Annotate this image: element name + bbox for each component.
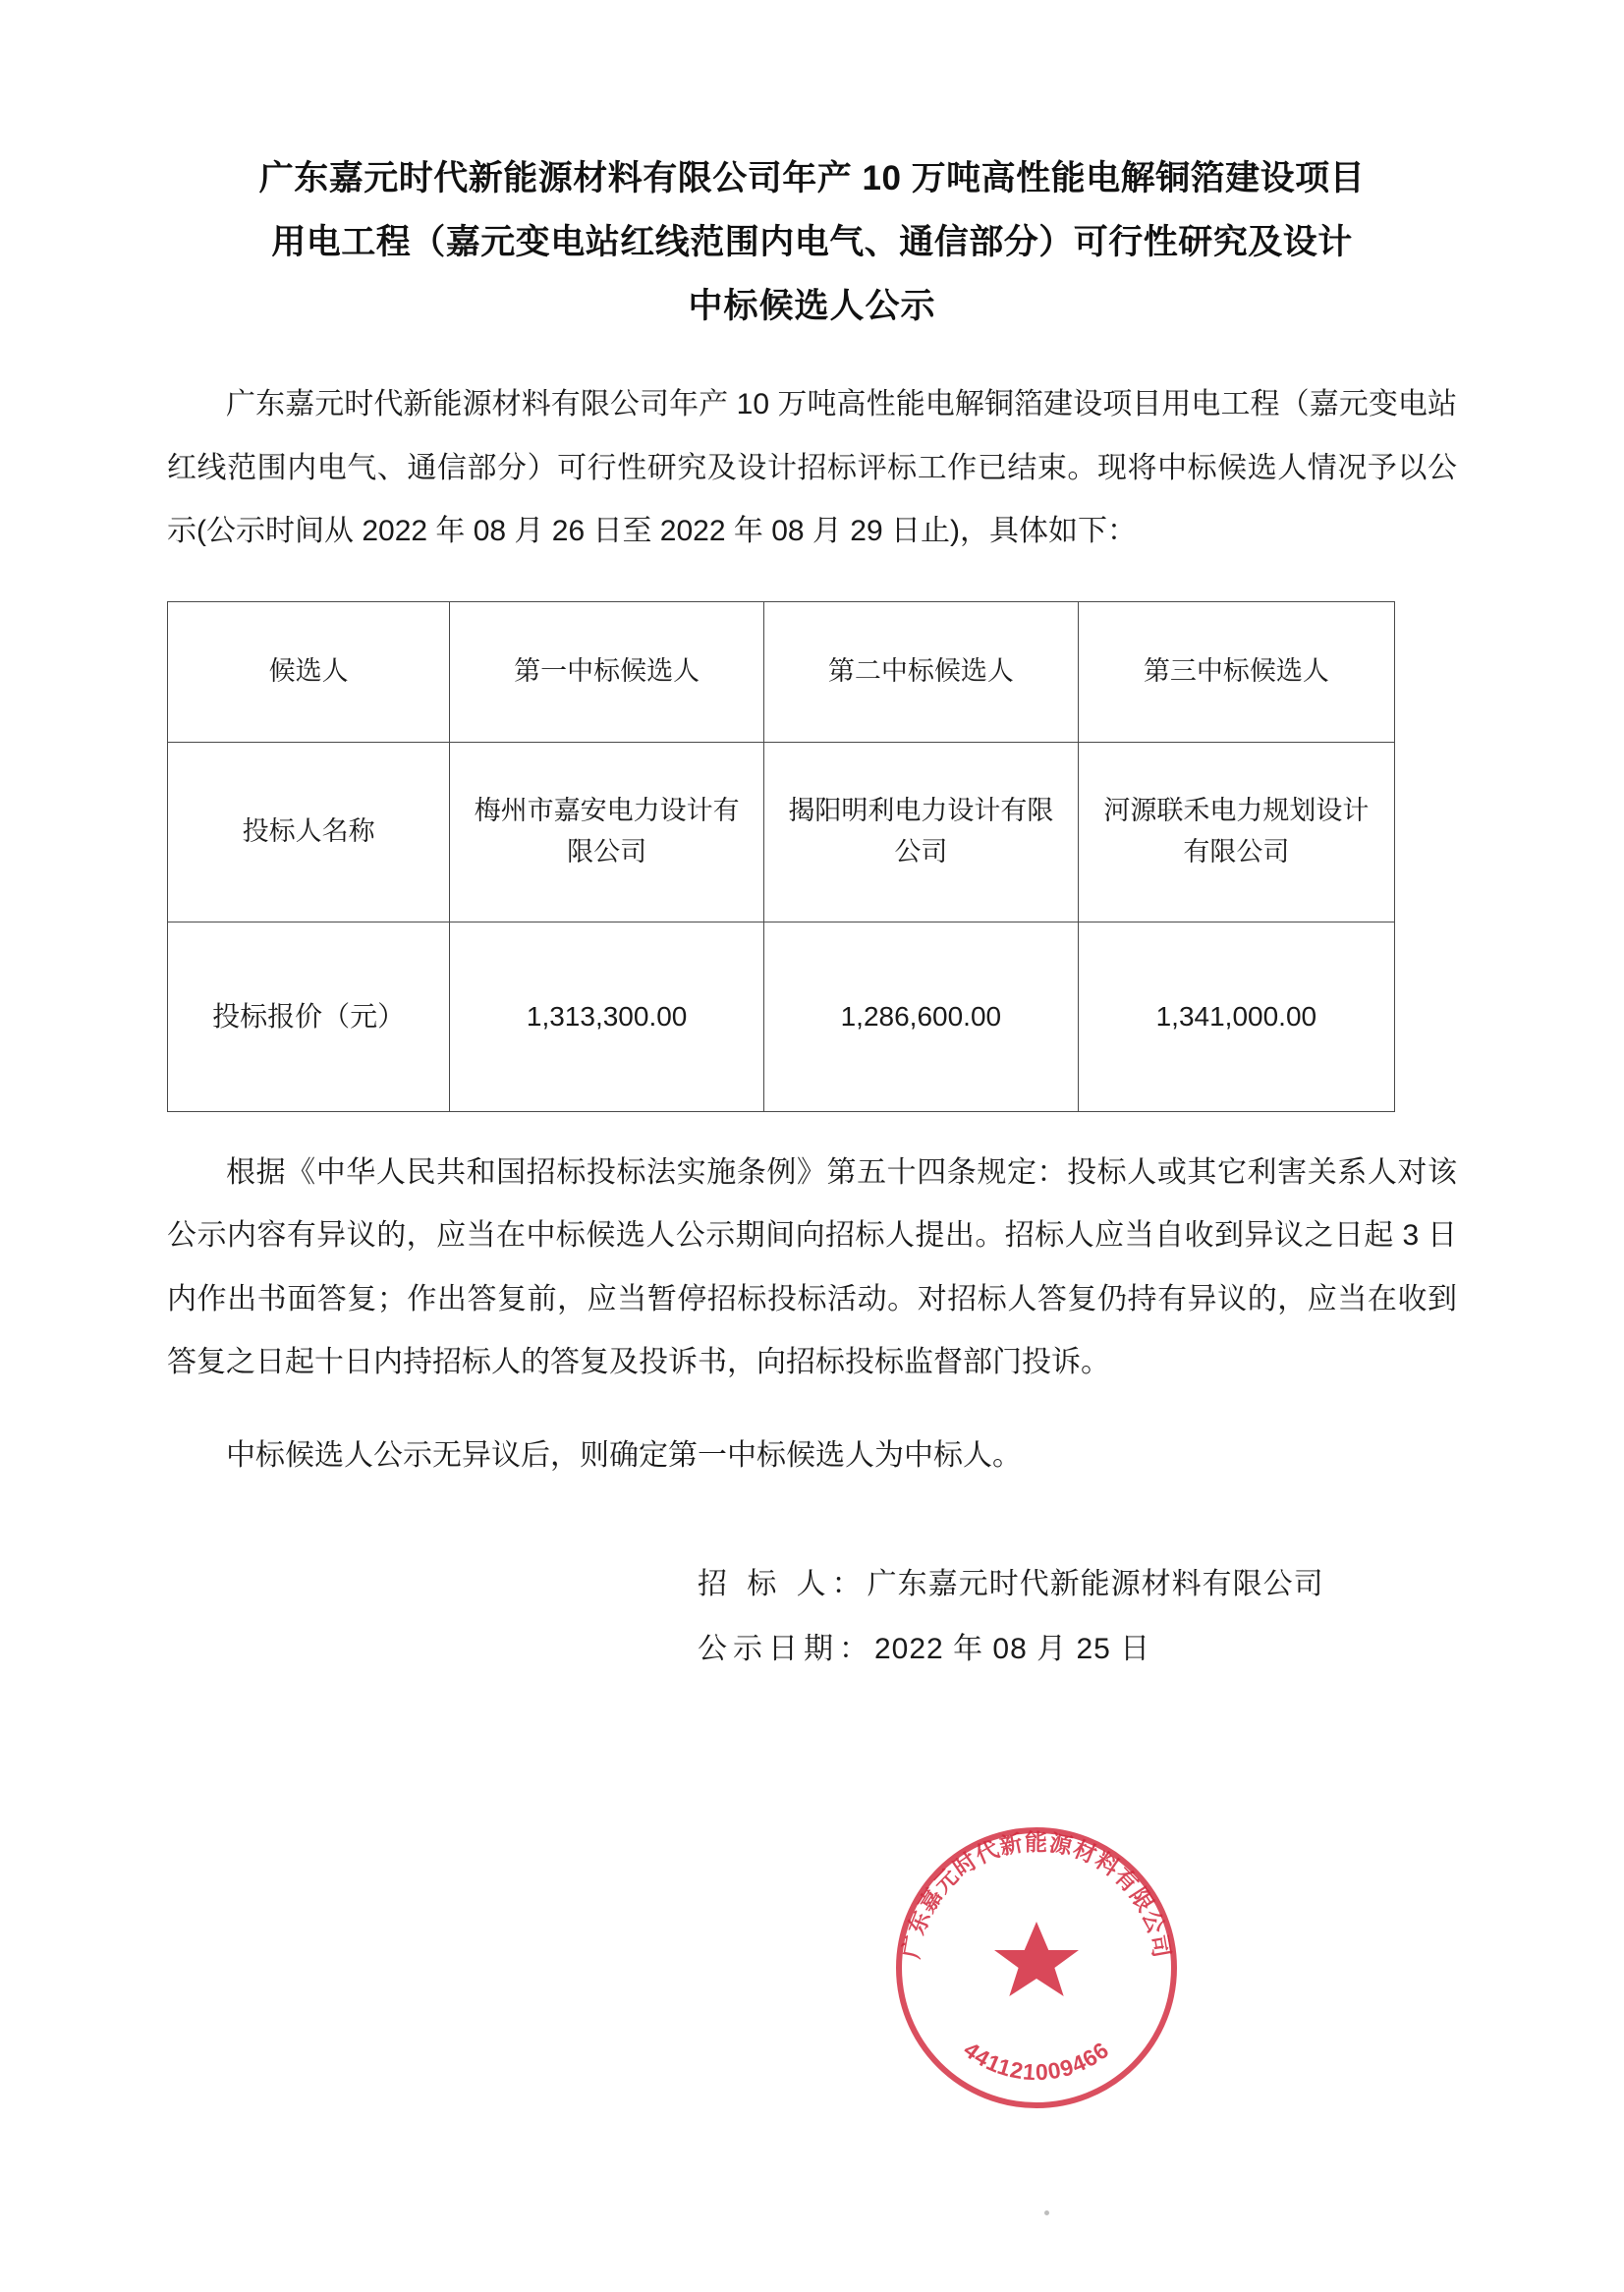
table-row (168, 742, 1395, 922)
table-header-cell: 候选人 (168, 601, 450, 742)
table-header-cell: 第一中标候选人 (450, 601, 764, 742)
tenderer-value: 广东嘉元时代新能源材料有限公司 (867, 1568, 1324, 1601)
table-row-label: 投标人名称 (168, 742, 450, 922)
table-cell: 1,341,000.00 (1078, 922, 1394, 1111)
date-label: 公示日期： (698, 1633, 874, 1666)
signature-block (167, 1552, 1457, 1682)
table-header-cell: 第二中标候选人 (764, 601, 1079, 742)
svg-text:441121009466: 441121009466 (959, 2036, 1114, 2086)
date-line (167, 1617, 1457, 1682)
tenderer-line (167, 1552, 1457, 1617)
official-seal-stamp (884, 1816, 1189, 2120)
table-cell: 揭阳明利电力设计有限公司 (764, 742, 1079, 922)
title-line-2: 用电工程（嘉元变电站红线范围内电气、通信部分）可行性研究及设计 (271, 222, 1353, 261)
intro-paragraph: 广东嘉元时代新能源材料有限公司年产 10 万吨高性能电解铜箔建设项目用电工程（嘉元变电站红线范围内电气、通信部分）可行性研究及设计招标评标工作已结束。现将中标候选人情况予以公示(公示时间从 2022 年 08 月 26 日至 2022 年 08 月 29 日止)，具体如下： (167, 388, 1457, 548)
document-title (167, 147, 1457, 338)
table-cell: 梅州市嘉安电力设计有限公司 (450, 742, 764, 922)
date-value: 2022 年 08 月 25 日 (874, 1633, 1151, 1666)
table-row (168, 922, 1395, 1111)
regulation-paragraph: 根据《中华人民共和国招标投标法实施条例》第五十四条规定：投标人或其它利害关系人对该公示内容有异议的，应当在中标候选人公示期间向招标人提出。招标人应当自收到异议之日起 3 日内作出书面答复；作出答复前，应当暂停招标投标活动。对招标人答复仍持有异议的，应当在收到答复之日起十日内持招标人的答复及投诉书，向招标投标监督部门投诉。 (167, 1155, 1457, 1379)
page-footer-mark (1044, 2210, 1049, 2215)
table-row-label: 投标报价（元） (168, 922, 450, 1111)
svg-text:广东嘉元时代新能源材料有限公司: 广东嘉元时代新能源材料有限公司 (898, 1829, 1175, 1961)
table-cell: 1,286,600.00 (764, 922, 1079, 1111)
closing-paragraph: 中标候选人公示无异议后，则确定第一中标候选人为中标人。 (226, 1438, 1022, 1472)
table-cell: 1,313,300.00 (450, 922, 764, 1111)
table-row (168, 601, 1395, 742)
candidates-table (167, 601, 1395, 1112)
table-header-cell: 第三中标候选人 (1078, 601, 1394, 742)
title-line-1: 广东嘉元时代新能源材料有限公司年产 10 万吨高性能电解铜箔建设项目 (258, 159, 1366, 197)
tenderer-label: 招 标 人： (698, 1568, 868, 1601)
title-line-3: 中标候选人公示 (688, 286, 936, 325)
table-cell: 河源联禾电力规划设计有限公司 (1078, 742, 1394, 922)
